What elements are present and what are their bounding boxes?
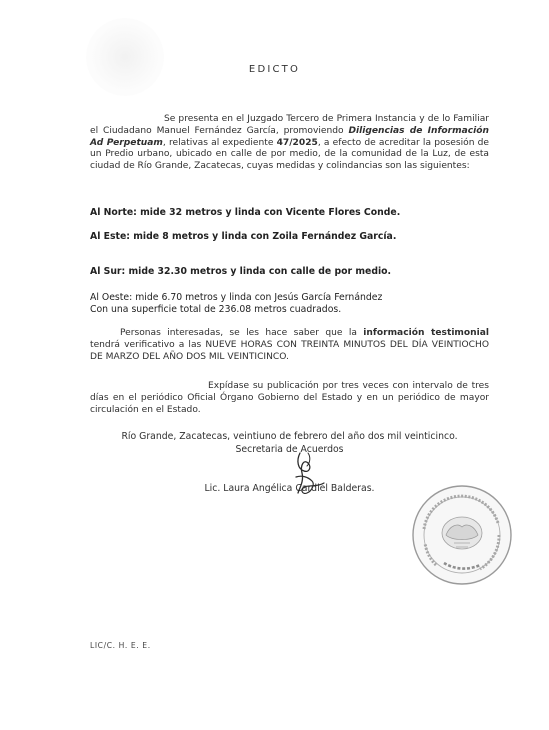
boundary-south: Al Sur: mide 32.30 metros y linda con calle de por medio. — [90, 266, 392, 277]
faded-watermark — [86, 18, 164, 96]
intro-case-number: 47/2025 — [276, 137, 318, 148]
intro-text-2: , relativas al expediente — [162, 137, 277, 148]
boundary-north: Al Norte: mide 32 metros y linda con Vicente Flores Conde. — [90, 207, 401, 218]
notice-testimonial: información testimonial — [363, 328, 489, 338]
signer-name: Lic. Laura Angélica Cardiel Balderas. — [204, 483, 375, 494]
intro-procedure-name: Diligencias de Información Ad Perpetuam — [90, 125, 489, 148]
hearing-notice-paragraph — [90, 328, 489, 363]
boundary-east: Al Este: mide 8 metros y linda con Zoila Fernández García. — [90, 231, 397, 242]
document-title: EDICTO — [248, 64, 301, 75]
notice-text-2: tendrá verificativo a las NUEVE HORAS CON TREINTA MINUTOS DEL DÍA VEINTIOCHO DE MARZO DEL AÑO DOS MIL VEINTICINCO. — [90, 339, 489, 362]
handwritten-signature — [278, 447, 338, 503]
publication-paragraph: Expídase su publicación por tres veces con intervalo de tres días en el periódico Oficial Órgano Gobierno del Estado y en un periódico de mayor circulación en el Estado. — [90, 381, 489, 415]
boundary-west: Al Oeste: mide 6.70 metros y linda con Jesús García Fernández — [90, 292, 383, 303]
secretary-title: Secretaria de Acuerdos — [235, 444, 344, 455]
intro-text-3: , a efecto de acreditar la posesión de un Predio urbano, ubicado en calle de por medio, de la comunidad de la Luz, de esta ciudad de Río Grande, Zacatecas, cuyas medidas y colindancias son las siguientes: — [90, 137, 489, 172]
notice-text-1: Personas interesadas, se les hace saber que la — [120, 328, 364, 338]
initials-reference: LIC/C. H. E. E. — [90, 641, 151, 650]
intro-text-1: Se presenta en el Juzgado Tercero de Primera Instancia y de lo Familiar el Ciudadano Manuel Fernández García, promoviendo — [90, 114, 489, 136]
total-area: Con una superficie total de 236.08 metros cuadrados. — [90, 304, 342, 315]
intro-paragraph — [90, 114, 489, 173]
place-and-date: Río Grande, Zacatecas, veintiuno de febrero del año dos mil veinticinco. — [121, 431, 458, 442]
court-seal — [410, 483, 514, 587]
